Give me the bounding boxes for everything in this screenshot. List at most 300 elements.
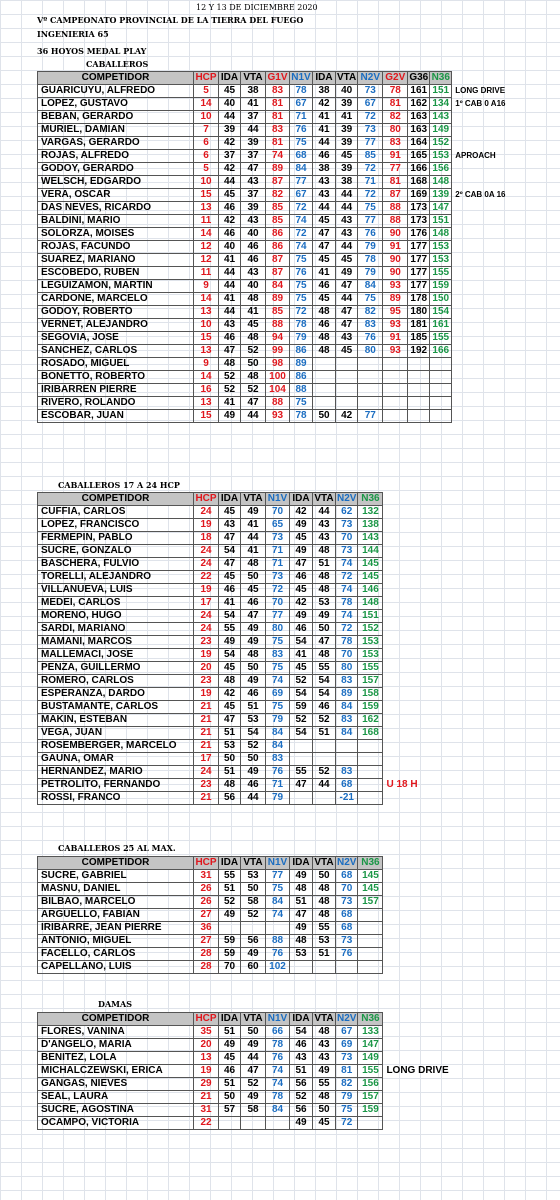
score-cell: 52 (241, 740, 266, 753)
score-cell: 83 (266, 124, 290, 137)
competitor-name: BALDINI, MARIO (38, 215, 194, 228)
score-cell: 78 (336, 597, 358, 610)
score-cell: 67 (336, 1026, 358, 1039)
table-row (38, 202, 520, 215)
table-row (38, 883, 388, 896)
score-cell: 39 (241, 202, 266, 215)
score-cell: 79 (266, 792, 290, 805)
score-cell: 72 (336, 571, 358, 584)
competitor-name: PETROLITO, FERNANDO (38, 779, 194, 792)
column-header: VTA (241, 493, 266, 506)
score-cell: 83 (336, 714, 358, 727)
table-row (38, 649, 473, 662)
score-cell (430, 358, 452, 371)
score-cell: 45 (290, 662, 313, 675)
score-cell: 52 (241, 1078, 266, 1091)
score-cell: 44 (336, 241, 358, 254)
score-cell: 50 (219, 1091, 241, 1104)
score-cell: 83 (358, 319, 383, 332)
score-cell: 67 (290, 189, 313, 202)
score-cell: 47 (313, 241, 336, 254)
award-note (383, 896, 388, 909)
score-cell: 56 (219, 792, 241, 805)
table-row (38, 254, 520, 267)
competitor-name: MAMANI, MARCOS (38, 636, 194, 649)
score-cell: 43 (219, 319, 241, 332)
score-cell: 72 (336, 1117, 358, 1130)
table-row (38, 1078, 473, 1091)
competitor-name: SUCRE, AGOSTINA (38, 1104, 194, 1117)
score-cell: 55 (313, 662, 336, 675)
score-cell: 24 (194, 766, 219, 779)
score-cell: 169 (408, 189, 430, 202)
results-table-damas (37, 1012, 473, 1130)
score-cell: 43 (336, 215, 358, 228)
award-note (452, 371, 520, 384)
table-row (38, 623, 473, 636)
score-cell (430, 384, 452, 397)
score-cell: 69 (266, 688, 290, 701)
score-cell: 148 (358, 597, 383, 610)
score-cell (313, 961, 336, 974)
score-cell: 51 (241, 701, 266, 714)
score-cell: 18 (194, 532, 219, 545)
score-cell: 55 (219, 623, 241, 636)
score-cell: 53 (313, 597, 336, 610)
score-cell: 53 (290, 948, 313, 961)
score-cell: 48 (313, 545, 336, 558)
column-header: VTA (241, 1013, 266, 1026)
score-cell: 42 (219, 163, 241, 176)
award-note (383, 1104, 473, 1117)
score-cell: 52 (219, 371, 241, 384)
score-cell: 10 (194, 319, 219, 332)
score-cell: 21 (194, 792, 219, 805)
table-row (38, 935, 388, 948)
score-cell: 5 (194, 163, 219, 176)
score-cell: 48 (313, 1026, 336, 1039)
score-cell: 58 (241, 1104, 266, 1117)
score-cell: 49 (219, 636, 241, 649)
score-cell (358, 961, 383, 974)
score-cell: 45 (313, 293, 336, 306)
competitor-name: BILBAO, MARCELO (38, 896, 194, 909)
score-cell (313, 753, 336, 766)
score-cell: 74 (290, 241, 313, 254)
score-cell: 49 (313, 610, 336, 623)
score-cell: 80 (358, 345, 383, 358)
award-note (383, 571, 473, 584)
score-cell (336, 358, 358, 371)
score-cell: 45 (290, 532, 313, 545)
score-cell: 39 (219, 124, 241, 137)
score-cell: 59 (219, 935, 241, 948)
score-cell: 38 (241, 85, 266, 98)
award-note (452, 254, 520, 267)
score-cell: 78 (266, 1091, 290, 1104)
competitor-name: ARGÜELLO, FABIAN (38, 909, 194, 922)
score-cell: 93 (266, 410, 290, 423)
score-cell: 148 (430, 228, 452, 241)
score-cell: 163 (408, 111, 430, 124)
competitor-name: SEAL, LAURA (38, 1091, 194, 1104)
results-table (37, 492, 473, 805)
score-cell: 153 (358, 636, 383, 649)
score-cell: 73 (336, 896, 358, 909)
format-label: 36 HOYOS MEDAL PLAY (37, 46, 147, 56)
table-row (38, 792, 473, 805)
score-cell: 75 (358, 202, 383, 215)
score-cell: 157 (358, 675, 383, 688)
score-cell: 15 (194, 332, 219, 345)
score-cell: 83 (336, 766, 358, 779)
score-cell: 79 (290, 332, 313, 345)
score-cell: 52 (219, 896, 241, 909)
score-cell: 93 (383, 319, 408, 332)
score-cell: 75 (290, 137, 313, 150)
score-cell (313, 740, 336, 753)
table-row (38, 371, 520, 384)
competitor-name: DAS NEVES, RICARDO (38, 202, 194, 215)
score-cell: 44 (241, 532, 266, 545)
score-cell: 43 (313, 519, 336, 532)
competitor-name: LOPEZ, GUSTAVO (38, 98, 194, 111)
score-cell: 151 (358, 610, 383, 623)
competitor-name: ROMERO, CARLOS (38, 675, 194, 688)
score-cell (358, 766, 383, 779)
competitor-name: VILLANUEVA, LUIS (38, 584, 194, 597)
score-cell: 50 (219, 753, 241, 766)
table-row (38, 766, 473, 779)
score-cell: 20 (194, 662, 219, 675)
score-cell: 75 (266, 883, 290, 896)
score-cell: 53 (241, 714, 266, 727)
score-cell: 52 (241, 909, 266, 922)
score-cell: 51 (219, 727, 241, 740)
score-cell (290, 740, 313, 753)
score-cell (383, 384, 408, 397)
score-cell: 87 (266, 176, 290, 189)
score-cell: 158 (358, 688, 383, 701)
competitor-name: ESPERANZA, DARDO (38, 688, 194, 701)
table-row (38, 267, 520, 280)
score-cell: 45 (336, 150, 358, 163)
score-cell: 52 (241, 345, 266, 358)
score-cell: 70 (336, 883, 358, 896)
score-cell: 44 (241, 1052, 266, 1065)
score-cell: 84 (336, 727, 358, 740)
score-cell: 23 (194, 636, 219, 649)
section-title-caballeros: CABALLEROS (86, 59, 149, 69)
score-cell: 87 (266, 267, 290, 280)
score-cell: 72 (358, 189, 383, 202)
competitor-name: ROSSI, FRANCO (38, 792, 194, 805)
score-cell: 47 (336, 280, 358, 293)
score-cell: 10 (194, 176, 219, 189)
score-cell: 42 (290, 597, 313, 610)
award-note (383, 948, 388, 961)
score-cell: 161 (408, 85, 430, 98)
score-cell: 41 (313, 111, 336, 124)
score-cell: 54 (290, 636, 313, 649)
score-cell (383, 371, 408, 384)
column-header: IDA (290, 1013, 313, 1026)
award-note (383, 675, 473, 688)
score-cell: 72 (266, 584, 290, 597)
table-row (38, 98, 520, 111)
award-note (383, 636, 473, 649)
award-note (452, 319, 520, 332)
award-note (452, 267, 520, 280)
score-cell: 52 (290, 714, 313, 727)
score-cell: 44 (313, 202, 336, 215)
table-row (38, 189, 520, 202)
score-cell (290, 961, 313, 974)
award-note (383, 727, 473, 740)
score-cell: 42 (219, 215, 241, 228)
score-cell: 37 (241, 111, 266, 124)
competitor-name: OCAMPO, VICTORIA (38, 1117, 194, 1130)
column-header: HCP (195, 72, 217, 83)
score-cell: 41 (219, 254, 241, 267)
score-cell: 47 (241, 1065, 266, 1078)
score-cell: 17 (194, 597, 219, 610)
award-note (383, 1091, 473, 1104)
score-cell: 45 (219, 701, 241, 714)
score-cell: 43 (290, 1052, 313, 1065)
score-cell: 43 (313, 532, 336, 545)
score-cell: 143 (358, 532, 383, 545)
score-cell: 49 (290, 922, 313, 935)
score-cell: 153 (430, 150, 452, 163)
score-cell (358, 779, 383, 792)
column-header: HCP (195, 857, 217, 868)
score-cell: 75 (290, 254, 313, 267)
score-cell (383, 410, 408, 423)
score-cell: 73 (336, 935, 358, 948)
score-cell: 100 (266, 371, 290, 384)
score-cell: 19 (194, 584, 219, 597)
score-cell: 44 (219, 176, 241, 189)
score-cell (408, 397, 430, 410)
results-table (37, 71, 520, 423)
score-cell: 46 (241, 779, 266, 792)
score-cell: 68 (290, 150, 313, 163)
score-cell: 49 (241, 636, 266, 649)
score-cell: 49 (290, 545, 313, 558)
score-cell: 45 (219, 189, 241, 202)
score-cell: 56 (290, 1104, 313, 1117)
score-cell: 74 (266, 1065, 290, 1078)
score-cell: 73 (336, 545, 358, 558)
award-note (383, 1117, 473, 1130)
score-cell (266, 922, 290, 935)
score-cell: 51 (290, 1065, 313, 1078)
score-cell: 157 (358, 1091, 383, 1104)
score-cell: 91 (383, 332, 408, 345)
score-cell: 139 (430, 189, 452, 202)
score-cell: 73 (358, 124, 383, 137)
competitor-name: ANTONIO, MIGUEL (38, 935, 194, 948)
score-cell: 81 (336, 1065, 358, 1078)
score-cell: 44 (241, 124, 266, 137)
award-note (383, 558, 473, 571)
competitor-name: CUFFIA, CARLOS (38, 506, 194, 519)
score-cell: 86 (290, 371, 313, 384)
score-cell (358, 948, 383, 961)
score-cell: 43 (219, 519, 241, 532)
score-cell: 75 (266, 662, 290, 675)
score-cell: 12 (194, 254, 219, 267)
score-cell: 51 (313, 727, 336, 740)
score-cell: 44 (336, 202, 358, 215)
column-header: G2V (383, 72, 408, 85)
score-cell: 9 (194, 280, 219, 293)
score-cell: 47 (219, 558, 241, 571)
score-cell: 83 (266, 85, 290, 98)
score-cell: 82 (358, 306, 383, 319)
score-cell: 71 (290, 111, 313, 124)
score-cell: 12 (194, 241, 219, 254)
score-cell: 48 (313, 345, 336, 358)
score-cell: 19 (194, 1065, 219, 1078)
table-row (38, 662, 473, 675)
score-cell: 43 (336, 332, 358, 345)
competitor-name: SOLORZA, MOISES (38, 228, 194, 241)
column-header: G36 (409, 72, 429, 83)
results-table-caballeros-17-24 (37, 492, 473, 805)
score-cell: 44 (336, 189, 358, 202)
score-cell: 147 (430, 202, 452, 215)
score-cell: 66 (266, 1026, 290, 1039)
score-cell: 10 (194, 111, 219, 124)
score-cell: 85 (266, 202, 290, 215)
score-cell: 52 (219, 384, 241, 397)
table-row (38, 1117, 473, 1130)
score-cell (358, 922, 383, 935)
score-cell: 59 (219, 948, 241, 961)
score-cell: 75 (290, 280, 313, 293)
score-cell: 6 (194, 137, 219, 150)
table-row (38, 319, 520, 332)
score-cell: 74 (266, 675, 290, 688)
score-cell: 89 (290, 358, 313, 371)
score-cell: 44 (336, 293, 358, 306)
table-row (38, 1039, 473, 1052)
score-cell: 42 (336, 410, 358, 423)
competitor-name: MURIEL, DAMIAN (38, 124, 194, 137)
table-row (38, 384, 520, 397)
score-cell: 153 (430, 241, 452, 254)
score-cell: 86 (266, 228, 290, 241)
score-cell: 24 (194, 545, 219, 558)
score-cell (358, 384, 383, 397)
score-cell: 47 (219, 714, 241, 727)
score-cell: 67 (290, 98, 313, 111)
score-cell: 45 (313, 215, 336, 228)
score-cell: 74 (336, 558, 358, 571)
competitor-name: PENZA, GUILLERMO (38, 662, 194, 675)
table-row (38, 675, 473, 688)
score-cell: 48 (313, 584, 336, 597)
score-cell (219, 1117, 241, 1130)
score-cell: 89 (266, 163, 290, 176)
score-cell: 37 (219, 150, 241, 163)
score-cell: 48 (313, 896, 336, 909)
column-header: IDA (219, 493, 241, 506)
score-cell: 71 (266, 545, 290, 558)
score-cell: 52 (290, 675, 313, 688)
score-cell: 75 (290, 397, 313, 410)
score-cell: 155 (358, 662, 383, 675)
score-cell: 168 (358, 727, 383, 740)
score-cell (219, 922, 241, 935)
award-note (452, 306, 520, 319)
score-cell: 45 (336, 254, 358, 267)
column-header: VTA (314, 493, 334, 504)
score-cell: 24 (194, 610, 219, 623)
score-cell: 39 (336, 137, 358, 150)
competitor-name: GODOY, GERARDO (38, 163, 194, 176)
score-cell: 74 (336, 610, 358, 623)
award-note (452, 332, 520, 345)
table-row (38, 410, 520, 423)
score-cell: 90 (383, 254, 408, 267)
score-cell: 52 (241, 384, 266, 397)
score-cell: 73 (336, 1052, 358, 1065)
score-cell: 185 (408, 332, 430, 345)
score-cell: 45 (219, 662, 241, 675)
award-note (452, 163, 520, 176)
score-cell: 177 (408, 280, 430, 293)
score-cell: 74 (290, 215, 313, 228)
score-cell: 13 (194, 345, 219, 358)
score-cell: 88 (266, 319, 290, 332)
score-cell: 85 (266, 215, 290, 228)
score-cell: 82 (383, 111, 408, 124)
score-cell: 46 (241, 597, 266, 610)
score-cell: 78 (383, 85, 408, 98)
award-note (383, 1052, 473, 1065)
results-table (37, 1012, 473, 1130)
score-cell: 41 (219, 293, 241, 306)
award-note (383, 1039, 473, 1052)
score-cell: 153 (430, 254, 452, 267)
table-row (38, 740, 473, 753)
score-cell: 53 (313, 935, 336, 948)
score-cell: 77 (266, 870, 290, 883)
score-cell: 156 (430, 163, 452, 176)
award-note (383, 740, 473, 753)
score-cell: 82 (336, 1078, 358, 1091)
score-cell: 72 (290, 228, 313, 241)
table-row (38, 948, 388, 961)
score-cell: 85 (358, 150, 383, 163)
competitor-name: FACELLO, CARLOS (38, 948, 194, 961)
score-cell: 83 (266, 753, 290, 766)
score-cell: 48 (241, 649, 266, 662)
column-header: IDA (290, 857, 313, 870)
score-cell: 43 (313, 189, 336, 202)
score-cell: 74 (336, 584, 358, 597)
score-cell: 21 (194, 727, 219, 740)
score-cell: 48 (219, 358, 241, 371)
award-note (383, 935, 388, 948)
score-cell: 88 (266, 397, 290, 410)
score-cell: 44 (219, 306, 241, 319)
score-cell: 45 (313, 1117, 336, 1130)
score-cell: 76 (336, 948, 358, 961)
